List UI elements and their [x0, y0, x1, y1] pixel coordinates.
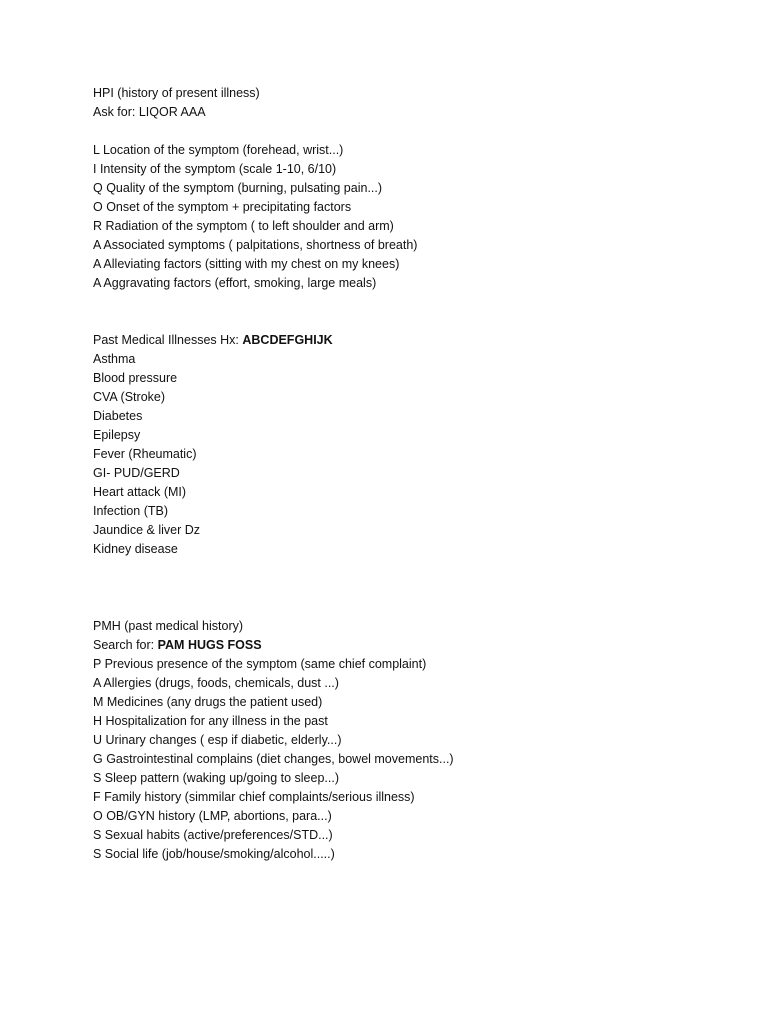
hpi-ask-prefix: Ask for: — [93, 105, 139, 119]
pmh-section — [93, 617, 733, 864]
pmi-item: Fever (Rheumatic) — [93, 447, 197, 461]
pmh-item: M Medicines (any drugs the patient used) — [93, 695, 323, 709]
hpi-item: A Associated symptoms ( palpitations, shortness of breath) — [93, 238, 418, 252]
hpi-title: HPI (history of present illness) — [93, 86, 260, 100]
spacer — [93, 312, 733, 331]
pmi-item: GI- PUD/GERD — [93, 466, 180, 480]
hpi-section — [93, 84, 733, 293]
pmi-item: Blood pressure — [93, 371, 178, 385]
pmi-item: Kidney disease — [93, 542, 178, 556]
pmh-item: U Urinary changes ( esp if diabetic, elderly...) — [93, 733, 342, 747]
pmi-title-prefix: Past Medical Illnesses Hx: — [93, 333, 243, 347]
pmh-search-line — [93, 636, 733, 655]
pmi-item: Heart attack (MI) — [93, 485, 187, 499]
pmh-item: H Hospitalization for any illness in the past — [93, 714, 328, 728]
hpi-ask-line — [93, 103, 733, 122]
pmh-item: O OB/GYN history (LMP, abortions, para...) — [93, 809, 332, 823]
document-content — [93, 84, 733, 864]
hpi-ask-mnemonic: LIQOR AAA — [138, 105, 206, 119]
pmi-title-mnemonic: ABCDEFGHIJK — [242, 333, 333, 347]
hpi-item: O Onset of the symptom + precipitating factors — [93, 200, 352, 214]
pmh-item: S Sleep pattern (waking up/going to sleep...) — [93, 771, 339, 785]
pmh-title: PMH (past medical history) — [93, 619, 244, 633]
pmh-search-prefix: Search for: — [93, 638, 158, 652]
pmi-item: Infection (TB) — [93, 504, 169, 518]
hpi-item: L Location of the symptom (forehead, wrist...) — [93, 143, 344, 157]
pmi-item: Diabetes — [93, 409, 143, 423]
spacer — [93, 559, 733, 598]
pmh-search-mnemonic: PAM HUGS FOSS — [157, 638, 262, 652]
pmi-title — [93, 331, 733, 350]
hpi-item: I Intensity of the symptom (scale 1-10, 6/10) — [93, 162, 337, 176]
pmh-item: A Allergies (drugs, foods, chemicals, dust ...) — [93, 676, 339, 690]
pmi-item: Jaundice & liver Dz — [93, 523, 200, 537]
spacer — [93, 122, 733, 141]
pmh-item: F Family history (simmilar chief complaints/serious illness) — [93, 790, 415, 804]
hpi-item: A Alleviating factors (sitting with my chest on my knees) — [93, 257, 400, 271]
pmh-item: S Social life (job/house/smoking/alcohol.....) — [93, 847, 335, 861]
hpi-item: A Aggravating factors (effort, smoking, large meals) — [93, 276, 377, 290]
spacer — [93, 293, 733, 312]
pmh-item: P Previous presence of the symptom (same chief complaint) — [93, 657, 427, 671]
hpi-item: Q Quality of the symptom (burning, pulsating pain...) — [93, 181, 383, 195]
pmi-item: Epilepsy — [93, 428, 141, 442]
pmi-item: CVA (Stroke) — [93, 390, 166, 404]
pmi-section — [93, 331, 733, 559]
pmi-item: Asthma — [93, 352, 136, 366]
hpi-item: R Radiation of the symptom ( to left shoulder and arm) — [93, 219, 394, 233]
pmh-item: G Gastrointestinal complains (diet changes, bowel movements...) — [93, 752, 454, 766]
pmh-item: S Sexual habits (active/preferences/STD...) — [93, 828, 333, 842]
spacer — [93, 598, 733, 617]
